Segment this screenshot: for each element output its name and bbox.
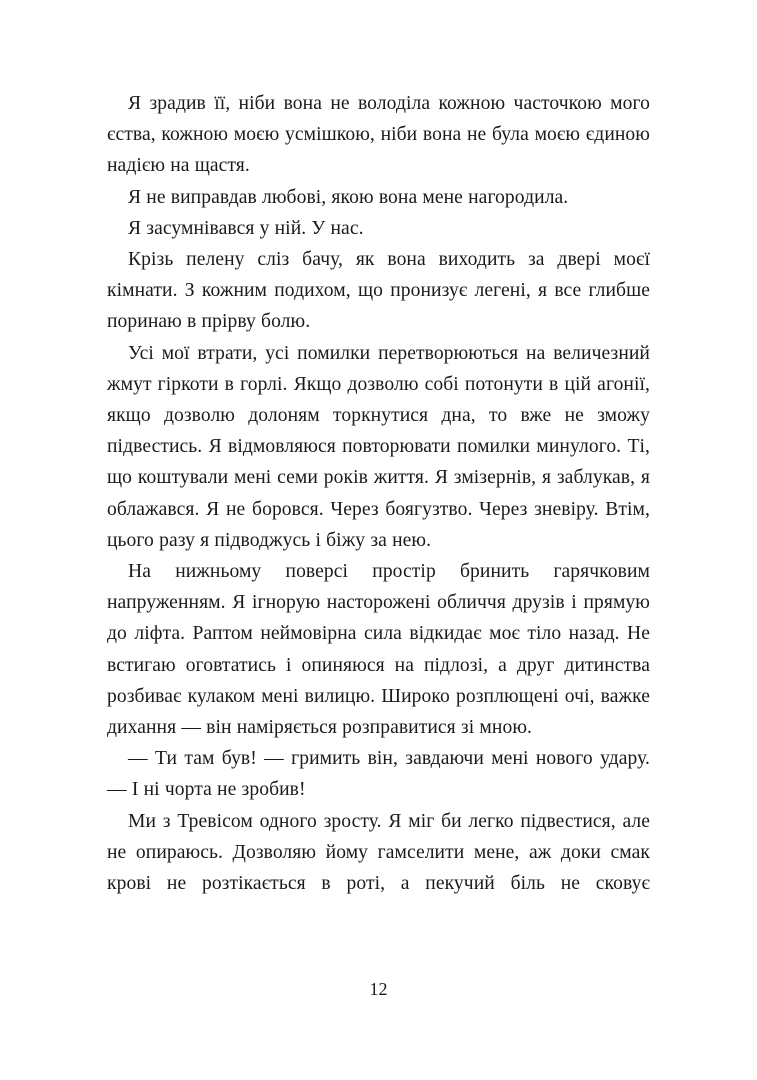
paragraph: Крізь пелену сліз бачу, як вона виходить за двері моєї кімнати. З кожним подихом, що пронизує легені, я все глибше поринаю в прірву болю.	[107, 249, 650, 333]
paragraph: Я засумнівався у ній. У нас.	[128, 217, 364, 239]
paragraph-continued: Ми з Тревісом одного зросту. Я міг би легко підвестися, але не опираюсь. Дозволяю йому гамселити мене, аж доки смак крові не розтікається в роті, а пекучий біль не сковує	[107, 810, 650, 895]
paragraph: Я не виправдав любові, якою вона мене нагородила.	[128, 186, 569, 208]
page-number: 12	[369, 979, 388, 999]
paragraph: Я зрадив її, ніби вона не володіла кожною часточкою мого єства, кожною моєю усмішкою, ніби вона не була моєю єдиною надією на щастя.	[107, 93, 650, 177]
page-text-block	[107, 88, 650, 930]
paragraph-dialogue: — Ти там був! — гримить він, завдаючи мені нового удару. — І ні чорта не зробив!	[107, 748, 650, 801]
paragraph: На нижньому поверсі простір бринить гарячковим напруженням. Я ігнорую насторожені обличчя друзів і прямую до ліфта. Раптом неймовірна сила відкидає моє тіло назад. Не встигаю оговтатись і опиняюся на підлозі, а друг дитинства розбиває кулаком мені вилицю. Широко розплющені очі, важке дихання — він наміряється розправитися зі мною.	[107, 561, 650, 739]
paragraph: Усі мої втрати, усі помилки перетворюються на величезний жмут гіркоти в горлі. Якщо дозволю собі потонути в цій агонії, якщо дозволю долоням торкнутися дна, то вже не зможу підвестись. Я відмовляюся повторювати помилки минулого. Ті, що коштували мені семи років життя. Я змізернів, я заблукав, я облажався. Я не боровся. Через боягузтво. Через зневіру. Втім, цього разу я підводжусь і біжу за нею.	[107, 342, 650, 551]
